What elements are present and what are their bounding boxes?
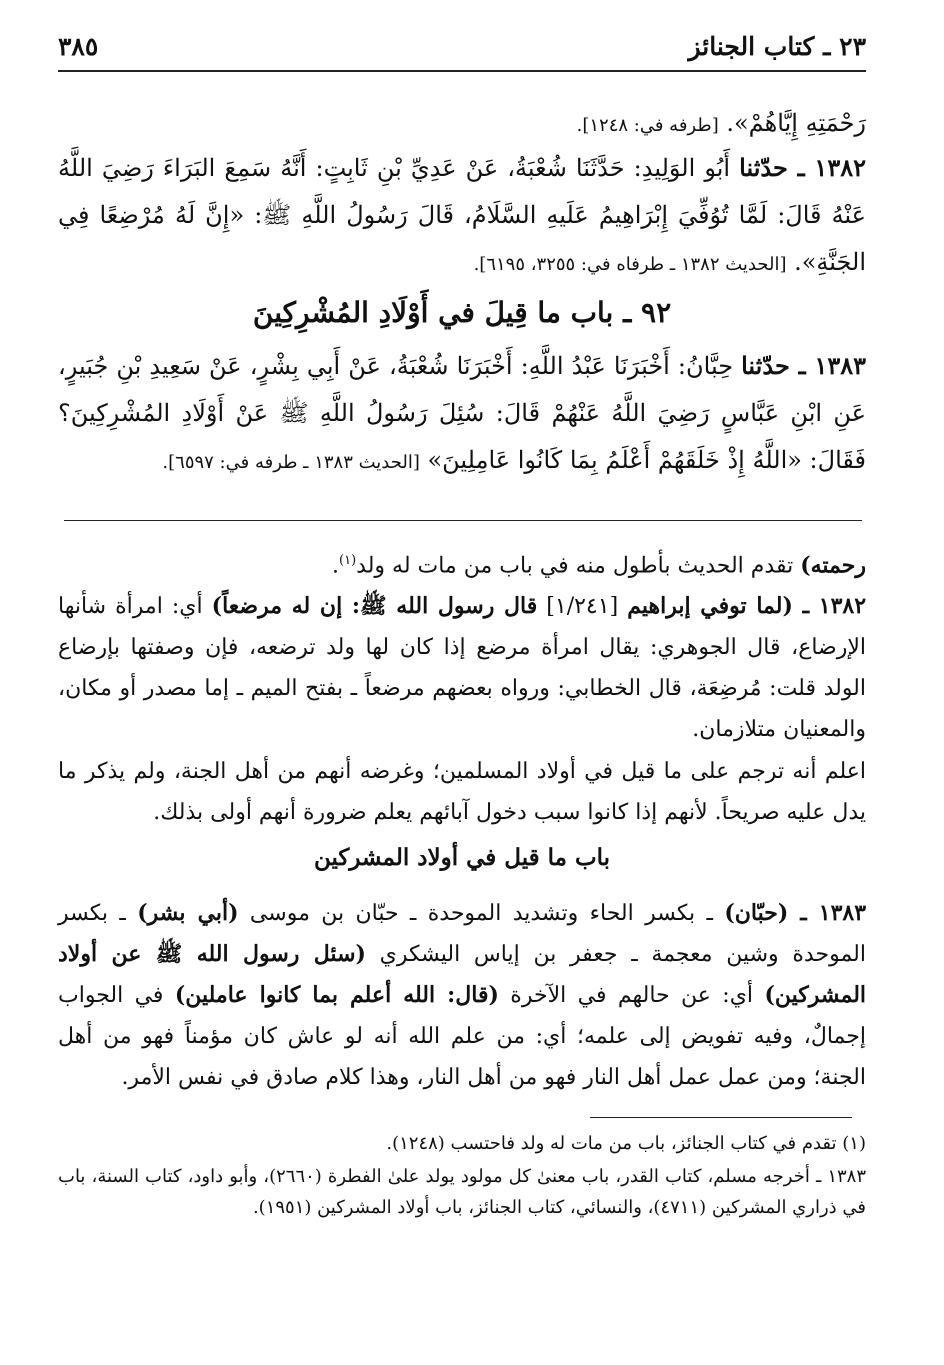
commentary-chapter-heading: باب ما قيل في أولاد المشركين — [313, 844, 611, 871]
commentary-quote: (حبّان) — [724, 900, 789, 926]
commentary-punct: . — [332, 553, 340, 579]
footnote-1383: ١٣٨٣ ـ أخرجه مسلم، كتاب القدر، باب معنىٰ كل مولود يولد علىٰ الفطرة (٢٦٦٠)، وأبو داود، كتاب السنة، باب في ذراري المشركين (٤٧١١)، والنسائي، كتاب الجنائز، باب أولاد المشركين (١٩٥١). — [58, 1166, 866, 1218]
page-number: ٣٨٥ — [58, 32, 99, 61]
header-divider — [58, 70, 866, 72]
footnote-marker: (١) — [339, 553, 357, 568]
footnote-1: (١) تقدم في كتاب الجنائز، باب من مات له ولد فاحتسب (١٢٤٨). — [386, 1133, 866, 1154]
hadith-ref: [الحديث ١٣٨٢ ـ طرفاه في: ٣٢٥٥، ٦١٩٥]. — [473, 254, 787, 275]
commentary-number: ١٣٨٢ ـ — [792, 593, 867, 619]
hadith-1383 — [58, 342, 866, 486]
hadith-number: ١٣٨٢ ـ حدّثنا — [739, 153, 866, 182]
commentary-text: في الجواب إجمالٌ، وفيه تفويض إلى علمه؛ أي: من علم الله أنه لو عاش كان مؤمناً فهو من أهل الجنة؛ ومن عمل عمل أهل النار فهو من أهل النار، وهذا كلام صادق في نفس الأمر. — [58, 983, 866, 1090]
hadith-text: أَبُو الوَلِيدِ: حَدَّثَنَا شُعْبَةُ، عَنْ عَدِيِّ بْنِ ثَابِتٍ: أَنَّهُ سَمِعَ البَرَاءَ رَضِيَ اللَّهُ عَنْهُ قَالَ: لَمَّا تُوُفِّيَ إِبْرَاهِيمُ عَلَيهِ السَّلَامُ، قَالَ رَسُولُ اللَّهِ ﷺ: «إِنَّ لَهُ مُرْضِعًا فِي الجَنَّةِ». — [58, 154, 867, 276]
hadith-tail-ref: [طرفه في: ١٢٤٨]. — [576, 115, 719, 136]
commentary-text: أي: عن حالهم في الآخرة — [498, 983, 765, 1008]
commentary-keyword: رحمته) — [800, 552, 866, 579]
commentary-quote: (سئل رسول الله ﷺ عن أولاد المشركين) — [58, 941, 867, 1008]
hadith-1382 — [58, 144, 866, 288]
hadith-prev-tail — [58, 100, 866, 149]
commentary-quote: (لما توفي إبراهيم — [627, 593, 793, 619]
hadith-tail-text: رَحْمَتِهِ إِيَّاهُمْ». — [718, 109, 866, 137]
commentary-paragraph — [58, 540, 866, 586]
page-reference: [١/٢٤١] — [537, 594, 628, 619]
commentary-paragraph: اعلم أنه ترجم على ما قيل في أولاد المسلمين؛ وغرضه أنهم من أهل الجنة، ولم يذكر ما يدل عليه صريحاً. لأنهم إذا كانوا سبب دخول آبائهم يعلم ضرورة أنهم أولى بذلك. — [58, 759, 866, 825]
footnote-divider — [590, 1117, 852, 1118]
hadith-number: ١٣٨٣ ـ حدّثنا — [741, 351, 866, 380]
hadith-text: حِبَّانُ: أَخْبَرَنَا عَبْدُ اللَّهِ: أَخْبَرَنَا شُعْبَةُ، عَنْ أَبِي بِشْرٍ، عَنْ سَعِيدِ بْنِ جُبَيرٍ، عَنِ ابْنِ عَبَّاسٍ رَضِيَ اللَّهُ عَنْهُمْ قَالَ: سُئِلَ رَسُولُ اللَّهِ ﷺ عَنْ أَوْلَادِ المُشْرِكِينَ؟ فَقَالَ: «اللَّهُ إِذْ خَلَقَهُمْ أَعْلَمُ بِمَا كَانُوا عَامِلِينَ» — [58, 352, 866, 474]
commentary-1382 — [58, 586, 866, 750]
commentary-text: ـ بكسر الحاء وتشديد الموحدة ـ حبّان بن موسى — [238, 901, 725, 926]
commentary-number: ١٣٨٣ ـ — [788, 900, 867, 926]
commentary-quote: (أبي بشر) — [137, 900, 239, 926]
commentary-quote: قال رسول الله ﷺ: إن له مرضعاً) — [211, 593, 538, 619]
page-header — [58, 28, 866, 72]
commentary-quote: (قال: الله أعلم بما كانوا عاملين) — [174, 982, 499, 1008]
commentary-text: ـ بكسر الموحدة وشين معجمة ـ جعفر بن إياس اليشكري — [58, 901, 866, 967]
section-divider — [64, 520, 862, 521]
chapter-title: ٢٣ ـ كتاب الجنائز — [688, 32, 866, 61]
chapter-heading: ٩٢ ـ باب ما قِيلَ في أَوْلَادِ المُشْرِكِينَ — [252, 296, 672, 329]
commentary-1383 — [58, 893, 866, 1098]
commentary-text: أي: امرأة شأنها الإرضاع، قال الجوهري: يقال امرأة مرضع إذا كان لها ولد ترضعه، فإن وصفتها بإرضاع الولد قلت: مُرضِعَة، قال الخطابي: ورواه بعضهم مرضعاً ـ بفتح الميم ـ إما مصدر أو مكان، والمعنيان متلازمان. — [58, 594, 866, 742]
hadith-ref: [الحديث ١٣٨٣ ـ طرفه في: ٦٥٩٧]. — [162, 452, 420, 473]
commentary-text: تقدم الحديث بأطول منه في باب من مات له ولد — [356, 553, 801, 579]
